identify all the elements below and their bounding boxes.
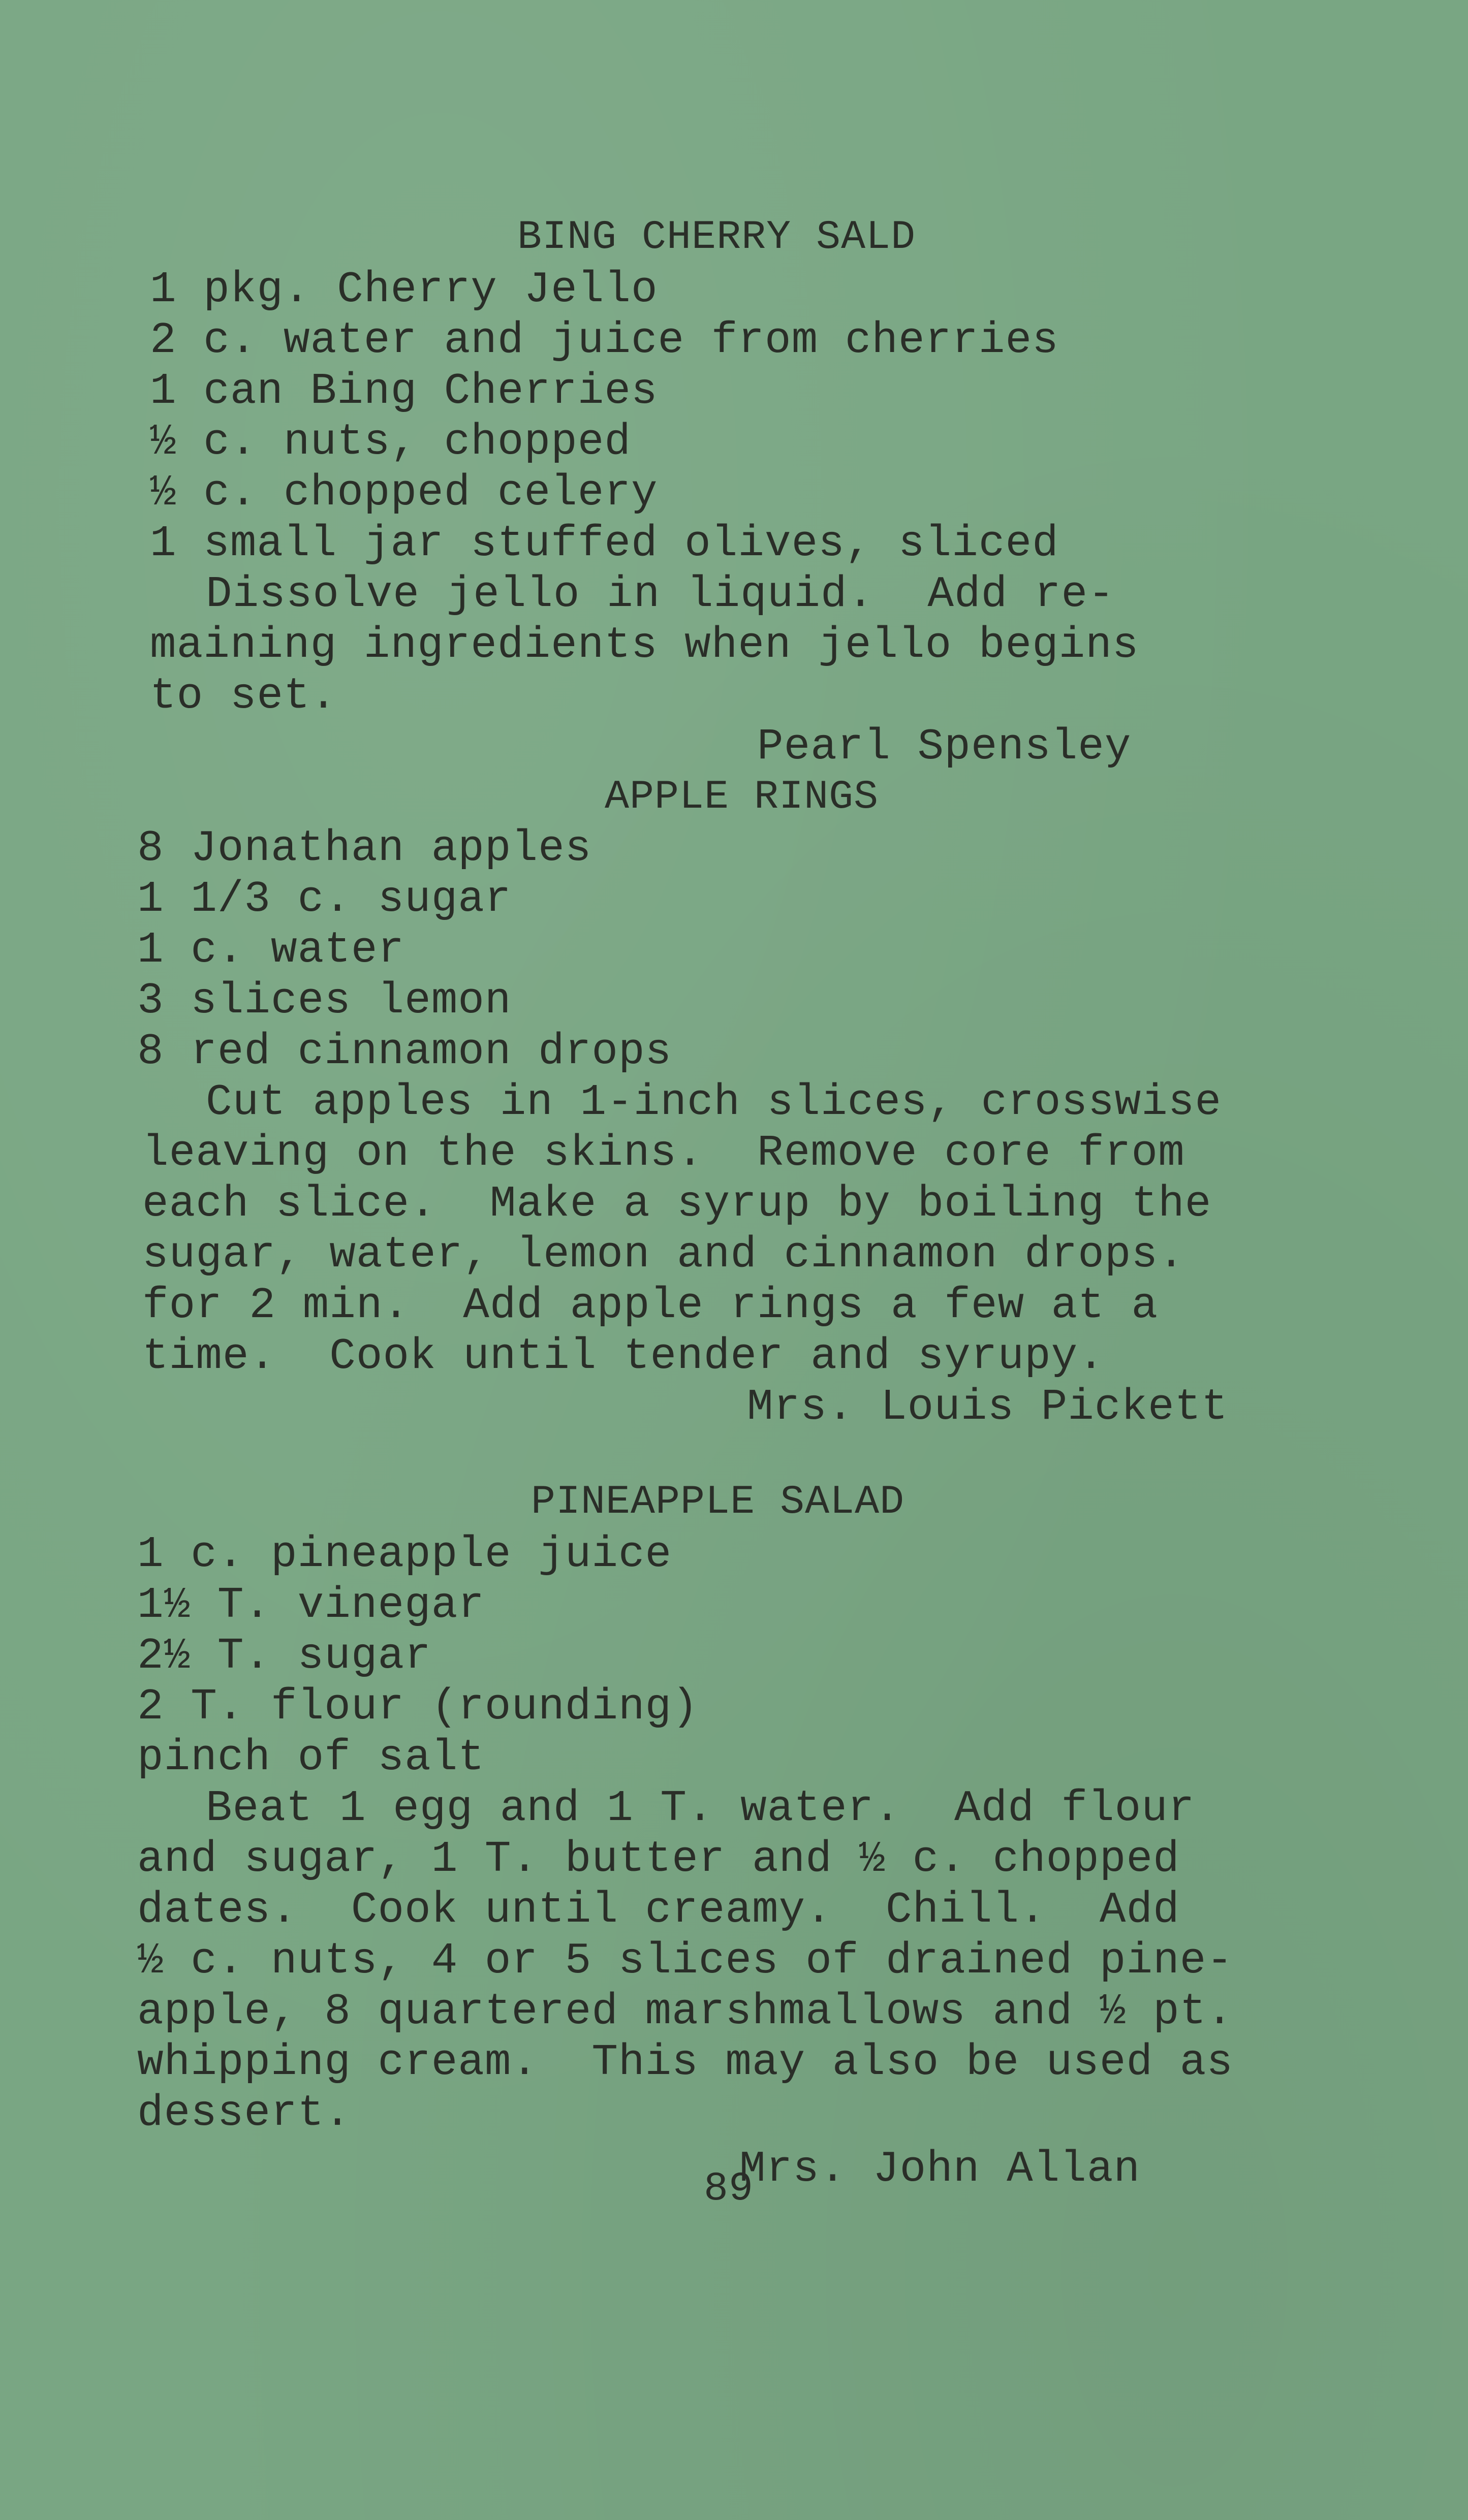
direction-line: time. Cook until tender and syrupy. [142,1331,1105,1381]
recipe-author: Mrs. John Allan [739,2144,1141,2194]
ingredient-line: 3 slices lemon [137,976,512,1026]
ingredient-line: 1½ T. vinegar [137,1580,485,1630]
direction-line: and sugar, 1 T. butter and ½ c. chopped [137,1834,1180,1884]
page-number: 89 [704,2166,754,2212]
ingredient-line: 2½ T. sugar [137,1631,431,1681]
recipe-title: BING CHERRY SALD [517,214,916,261]
recipe-author: Pearl Spensley [757,722,1132,772]
direction-line: Beat 1 egg and 1 T. water. Add flour [206,1783,1195,1833]
ingredient-line: 1 1/3 c. sugar [137,874,512,924]
ingredient-line: ½ c. chopped celery [150,468,658,518]
recipe-author: Mrs. Louis Pickett [747,1382,1228,1432]
recipe-title: PINEAPPLE SALAD [531,1479,905,1525]
ingredient-line: 1 small jar stuffed olives, sliced [150,519,1059,568]
ingredient-line: 2 c. water and juice from cherries [150,315,1059,365]
direction-line: sugar, water, lemon and cinnamon drops. [142,1230,1185,1280]
ingredient-line: 8 red cinnamon drops [137,1027,672,1076]
direction-line: maining ingredients when jello begins [150,620,1139,670]
direction-line: for 2 min. Add apple rings a few at a [142,1281,1159,1330]
direction-line: leaving on the skins. Remove core from [142,1128,1185,1178]
ingredient-line: 2 T. flour (rounding) [137,1682,699,1732]
recipe-title: APPLE RINGS [605,774,879,820]
direction-line: Cut apples in 1-inch slices, crosswise [206,1077,1222,1127]
ingredient-line: 1 can Bing Cherries [150,366,658,416]
ingredient-line: 8 Jonathan apples [137,823,592,873]
ingredient-line: 1 c. pineapple juice [137,1529,672,1579]
direction-line: Dissolve jello in liquid. Add re- [206,569,1115,619]
ingredient-line: 1 pkg. Cherry Jello [150,265,658,314]
direction-line: apple, 8 quartered marshmallows and ½ pt. [137,1987,1233,2036]
ingredient-line: 1 c. water [137,925,405,975]
direction-line: to set. [150,671,337,721]
ingredient-line: pinch of salt [137,1733,485,1782]
ingredient-line: ½ c. nuts, chopped [150,417,631,467]
direction-line: ½ c. nuts, 4 or 5 slices of drained pine- [137,1936,1233,1986]
direction-line: each slice. Make a syrup by boiling the [142,1179,1212,1229]
direction-line: dessert. [137,2088,351,2138]
direction-line: dates. Cook until creamy. Chill. Add [137,1885,1180,1935]
direction-line: whipping cream. This may also be used as [137,2037,1233,2087]
